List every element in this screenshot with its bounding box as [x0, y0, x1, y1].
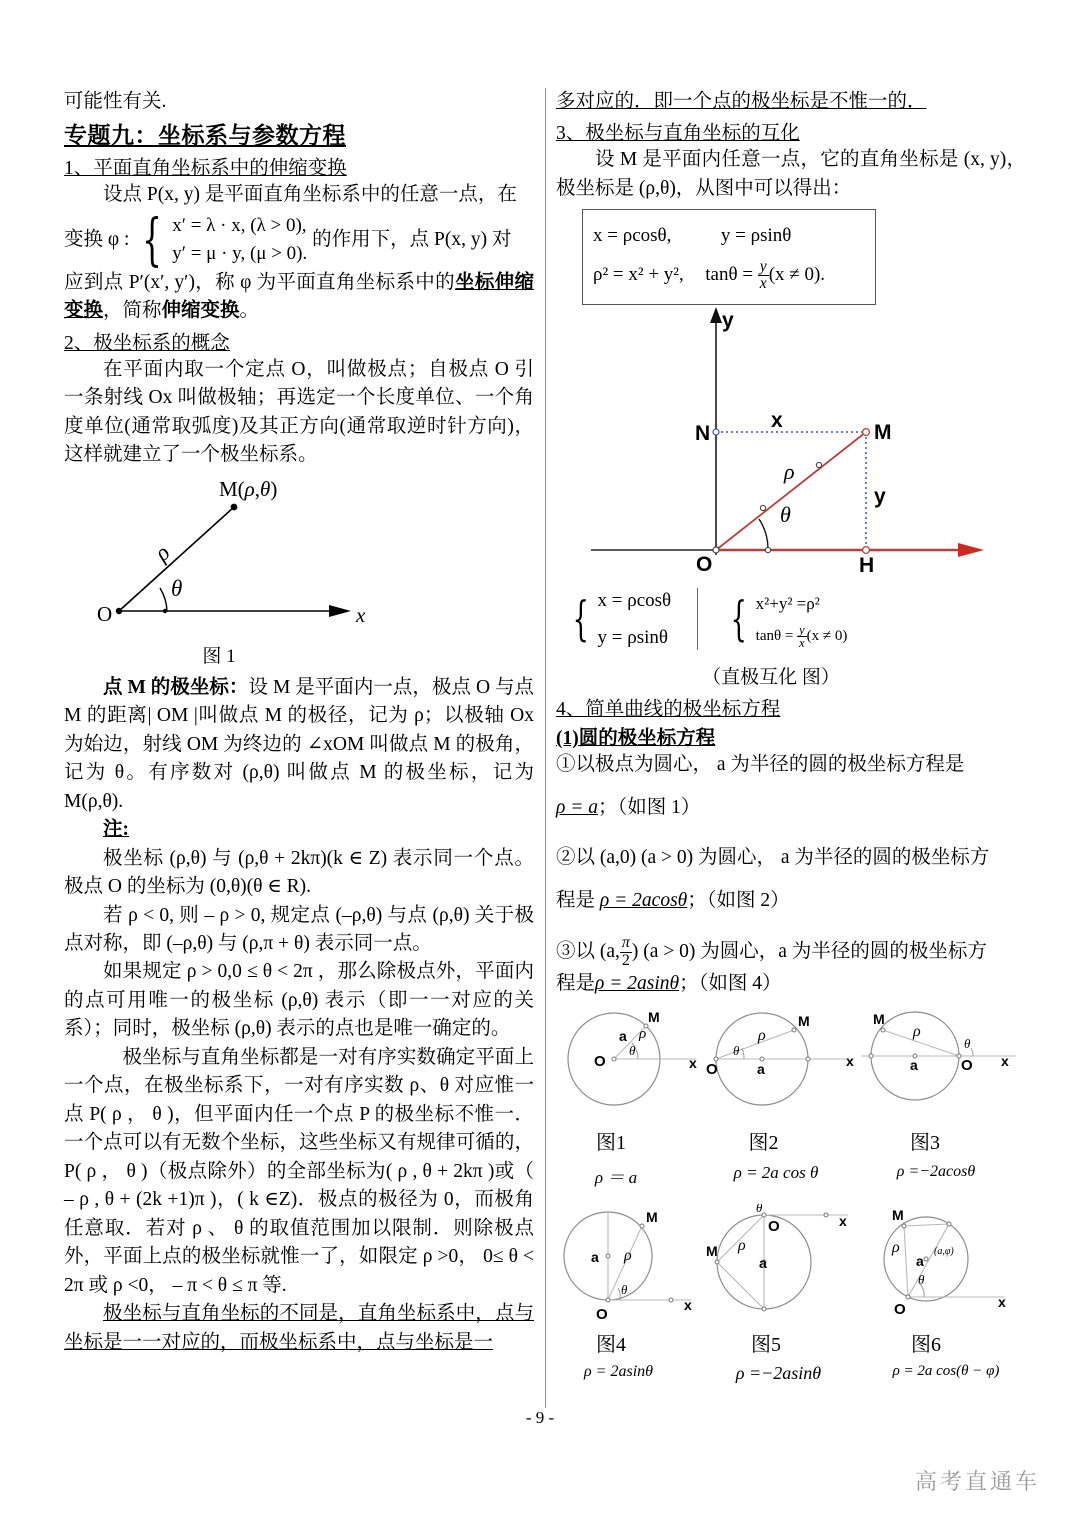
svg-text:ρ: ρ: [913, 1023, 921, 1041]
figure-1-svg: [64, 474, 484, 639]
transform-row-2: y′ = μ · y, (μ > 0).: [172, 243, 308, 265]
section-3-heading: 3、极坐标与直角坐标的互化: [556, 123, 800, 145]
circle-figures-group: [556, 1004, 1026, 1384]
conv-eq-left-1: x = ρcosθ: [597, 590, 672, 612]
svg-text:O: O: [596, 1306, 608, 1324]
figure-1-label-O: O: [97, 601, 113, 626]
circle-figure-5-svg: [706, 1204, 866, 1326]
chapter-title: 专题九：坐标系与参数方程: [64, 123, 346, 149]
circle-figure-4-equation: ρ = 2asinθ: [583, 1363, 653, 1381]
left-brace-icon-3: {: [730, 591, 748, 646]
svg-text:M: M: [798, 1013, 810, 1030]
conversion-equation-row: [566, 582, 1026, 656]
svg-text:θ: θ: [918, 1272, 925, 1288]
svg-text:M: M: [892, 1207, 904, 1224]
note-label-line: 注:: [103, 819, 129, 841]
point-M-definition: 点 M 的极坐标：设 M 是平面内一点，极点 O 与点 M 的距离| OM |叫做点 M 的极径，记为 ρ；以极轴 Ox 为始边，射线 OM 为终边的 ∠xOM 叫做点 M 的极角，记为 θ。有序数对 (ρ,θ) 叫做点 M 的极坐标，记为 M(ρ,θ).: [64, 676, 535, 812]
note-p5: 极坐标与直角坐标的不同是，直角坐标系中，点与坐标是一一对应的，而极坐标系中，点与坐标是一: [64, 1303, 534, 1353]
svg-text:x: x: [689, 1055, 697, 1072]
conv-label-rho: ρ: [784, 459, 795, 485]
section-2-para: 在平面内取一个定点 O，叫做极点；自极点 O 引一条射线 Ox 叫做极轴；再选定一个长度单位、一个角度单位(通常取弧度)及其正方向(通常取逆时针方向)，这样就建立了一个极坐标系。: [64, 358, 534, 466]
figure-1: [64, 474, 534, 668]
figure-1-label-x: x: [356, 602, 366, 627]
svg-text:M: M: [646, 1209, 658, 1226]
circle-figure-3: [861, 1004, 1026, 1181]
eq-rho-2asin: ρ = 2asinθ: [595, 972, 680, 994]
circle-figure-2-caption: 图2: [748, 1132, 779, 1155]
circle-figure-1-equation: ρ ＝ a: [594, 1168, 638, 1188]
circle-figure-6-equation: ρ = 2a cos(θ − φ): [892, 1363, 1000, 1380]
svg-text:ρ: ρ: [639, 1026, 647, 1043]
svg-text:x: x: [998, 1294, 1006, 1311]
conversion-line-2: ρ² = x² + y², tanθ = $\frac{y}{x}$ (x ≠ 0).: [593, 258, 826, 293]
figure-1-caption: 图 1: [202, 645, 236, 667]
section-1-heading: 1、平面直角坐标系中的伸缩变换: [64, 158, 347, 180]
conv-label-theta: θ: [780, 502, 791, 528]
circle-figure-3-equation: ρ =−2acosθ: [896, 1163, 976, 1181]
svg-text:θ: θ: [621, 1282, 628, 1298]
circle-figure-2-svg: [706, 1004, 861, 1124]
conv-eq-right-1: x²+y² =ρ²: [755, 593, 820, 613]
section-4-item-3-eq-line: 程是ρ = 2asinθ；（如图 4）: [556, 972, 782, 994]
circle-figures-row-1: [556, 1004, 1026, 1188]
section-1-para-a: 设点 P(x, y) 是平面直角坐标系中的任意一点，在: [103, 184, 517, 206]
svg-text:M: M: [873, 1011, 885, 1028]
svg-text:O: O: [594, 1053, 606, 1071]
svg-text:a: a: [910, 1057, 918, 1074]
svg-text:a: a: [757, 1061, 765, 1078]
left-brace-icon: {: [142, 207, 163, 273]
figure-1-label-rho: ρ: [149, 539, 175, 566]
figure-conversion-svg: [556, 307, 1006, 582]
right-carryover-line: 多对应的．即一个点的极坐标是不惟一的．: [556, 91, 927, 112]
eq-rho-2acos: ρ = 2acosθ: [599, 889, 688, 911]
circle-figure-5-equation: ρ =−2asinθ: [735, 1363, 822, 1384]
note-p1: 极坐标 (ρ,θ) 与 (ρ,θ + 2kπ)(k ∈ Z) 表示同一个点。极点 O 的坐标为 (0,θ)(θ ∈ R).: [64, 847, 534, 898]
note-p3: 如果规定 ρ > 0,0 ≤ θ < 2π ，那么除极点外，平面内的点可用唯一的极坐标 (ρ,θ) 表示（即一一对应的关系）；同时，极坐标 (ρ,θ) 表示的点也是唯一确定的。: [64, 961, 534, 1040]
watermark: 高考直通车: [914, 1469, 1040, 1494]
circle-figure-5: [706, 1204, 866, 1384]
circle-figure-2-equation: ρ = 2a cos θ: [733, 1163, 819, 1183]
circle-figure-3-caption: 图3: [910, 1132, 940, 1155]
circle-figure-4-svg: [556, 1204, 706, 1326]
transform-system: [134, 207, 308, 273]
fraction-y-over-x: $\frac{y}{x}$: [759, 258, 767, 293]
circle-figure-6-svg: [866, 1204, 1026, 1326]
circle-figure-2: [706, 1004, 861, 1183]
svg-text:a: a: [591, 1249, 599, 1266]
note-p2: 若 ρ < 0, 则 – ρ > 0, 规定点 (–ρ,θ) 与点 (ρ,θ) 关于极点对称，即 (–ρ,θ) 与 (ρ,π + θ) 表示同一点。: [64, 904, 534, 954]
fraction-pi-over-2: $\frac{\pi}{2}$: [621, 934, 630, 970]
circle-figures-row-2: [556, 1204, 1026, 1384]
transform-label: 变换 φ :: [64, 228, 130, 250]
circle-figure-3-svg: [861, 1004, 1026, 1124]
svg-text:x: x: [839, 1213, 847, 1230]
conv-label-y-seg: y: [874, 485, 886, 509]
svg-text:ρ: ρ: [624, 1247, 632, 1265]
transform-system-line: [64, 207, 534, 273]
circle-figure-5-caption: 图5: [751, 1334, 781, 1357]
svg-text:a: a: [916, 1253, 924, 1270]
conv-label-H: H: [859, 554, 875, 578]
circle-figure-6-center-label: (a,φ): [934, 1246, 954, 1258]
left-column: [64, 88, 534, 1357]
figure-1-label-theta: θ: [171, 575, 183, 601]
left-brace-icon-2: {: [572, 591, 589, 646]
column-divider: [545, 88, 546, 1408]
conv-label-M: M: [874, 421, 892, 445]
note-p4: 极坐标与直角坐标都是一对有序实数确定平面上一个点，在极坐标系下，一对有序实数 ρ、θ 对应惟一点 P( ρ ， θ )，但平面内任一个点 P 的极坐标不惟一． 一个点可以有无数个坐标，这些坐标又有规律可循的，P( ρ ， θ )（极点除外）的全部坐标为( ρ , θ + 2kπ )或（ – ρ , θ + (2k +1)π )，( k ∈Z)．极点的极径为 0，而极角任意取．若对 ρ 、 θ 的取值范围加以限制．则除极点外，平面上点的极坐标就惟一了，如限定 ρ >0， 0≤ θ < 2π 或 ρ <0， – π < θ ≤ π 等.: [64, 1046, 534, 1296]
svg-text:ρ: ρ: [892, 1239, 900, 1257]
transform-row-1: x′ = λ · x, (λ > 0),: [172, 214, 307, 236]
svg-text:x: x: [684, 1297, 692, 1314]
right-column: [556, 88, 1026, 1384]
svg-text:a: a: [619, 1028, 627, 1045]
circle-figure-6-caption: 图6: [911, 1334, 941, 1357]
conv-eq-right-2: tanθ = $\frac{y}{x}$ (x ≠ 0): [755, 622, 848, 651]
figure-1-label-M: M(ρ,θ): [219, 476, 278, 501]
conv-label-x-seg: x: [771, 409, 783, 433]
section-4-item-2: ②以 (a,0) (a > 0) 为圆心， a 为半径的圆的极坐标方: [556, 847, 990, 869]
svg-text:M: M: [648, 1009, 660, 1026]
conversion-formula-box: [582, 209, 876, 305]
section-4-item-3: ③以 (a, $\frac{\pi}{2}$ ) (a > 0) 为圆心，a 为半径的圆的极坐标方: [556, 934, 987, 970]
circle-figure-4-caption: 图4: [596, 1334, 626, 1357]
conv-label-y-axis: y: [722, 309, 734, 333]
carryover-line: 可能性有关.: [64, 91, 167, 112]
section-3-para: 设 M 是平面内任意一点，它的直角坐标是 (x, y)，极坐标是 (ρ,θ)，从图中可以得出：: [556, 149, 1026, 199]
section-1-para-c: 应到点 P′(x′, y′)，称 φ 为平面直角坐标系中的坐标伸缩变换，简称伸缩变换。: [64, 271, 534, 322]
conv-eq-left-2: y = ρsinθ: [597, 627, 668, 649]
svg-text:θ: θ: [964, 1036, 971, 1052]
figure-conversion-caption: （直极互化 图）: [702, 667, 840, 689]
svg-text:O: O: [768, 1218, 780, 1236]
eq-rho-equals-a: ρ = a: [556, 796, 599, 818]
conv-eq-group-left: [566, 582, 671, 656]
circle-figure-1-caption: 图1: [596, 1132, 626, 1155]
section-2-heading: 2、极坐标系的概念: [64, 332, 230, 354]
svg-text:a: a: [759, 1255, 767, 1272]
svg-text:O: O: [706, 1061, 718, 1079]
circle-figure-4: [556, 1204, 706, 1381]
section-4-item-2-eq-line: 程是 ρ = 2acosθ；（如图 2）: [556, 889, 790, 911]
section-4-subheading: (1)圆的极坐标方程: [556, 728, 716, 750]
svg-text:O: O: [894, 1301, 906, 1319]
svg-text:x: x: [846, 1053, 854, 1070]
conv-label-N: N: [695, 422, 711, 446]
conv-label-O: O: [696, 553, 713, 577]
circle-figure-6: [866, 1204, 1026, 1380]
svg-text:ρ: ρ: [758, 1027, 766, 1045]
equation-separator: [697, 588, 698, 650]
svg-text:θ: θ: [733, 1043, 740, 1059]
svg-text:M: M: [706, 1243, 718, 1260]
fraction-y-over-x-2: $\frac{y}{x}$: [799, 622, 805, 651]
section-4-item-1-eq-line: ρ = a；（如图 1）: [556, 796, 701, 818]
circle-figure-1: [556, 1004, 706, 1188]
circle-figure-1-svg: [556, 1004, 706, 1124]
svg-text:θ: θ: [629, 1043, 636, 1059]
svg-text:ρ: ρ: [738, 1237, 746, 1255]
svg-text:θ: θ: [756, 1204, 763, 1216]
page-number: - 9 -: [525, 1408, 555, 1427]
section-4-heading: 4、简单曲线的极坐标方程: [556, 699, 781, 721]
figure-conversion: [556, 307, 1026, 582]
conv-eq-group-right: [724, 586, 847, 653]
conversion-line-1: x = ρcosθ, y = ρsinθ: [593, 225, 792, 247]
svg-text:O: O: [961, 1057, 973, 1075]
section-4-item-1: ①以极点为圆心， a 为半径的圆的极坐标方程是: [556, 754, 965, 776]
section-1-para-b: 的作用下，点 P(x, y) 对: [312, 228, 512, 250]
svg-text:x: x: [1001, 1053, 1009, 1070]
